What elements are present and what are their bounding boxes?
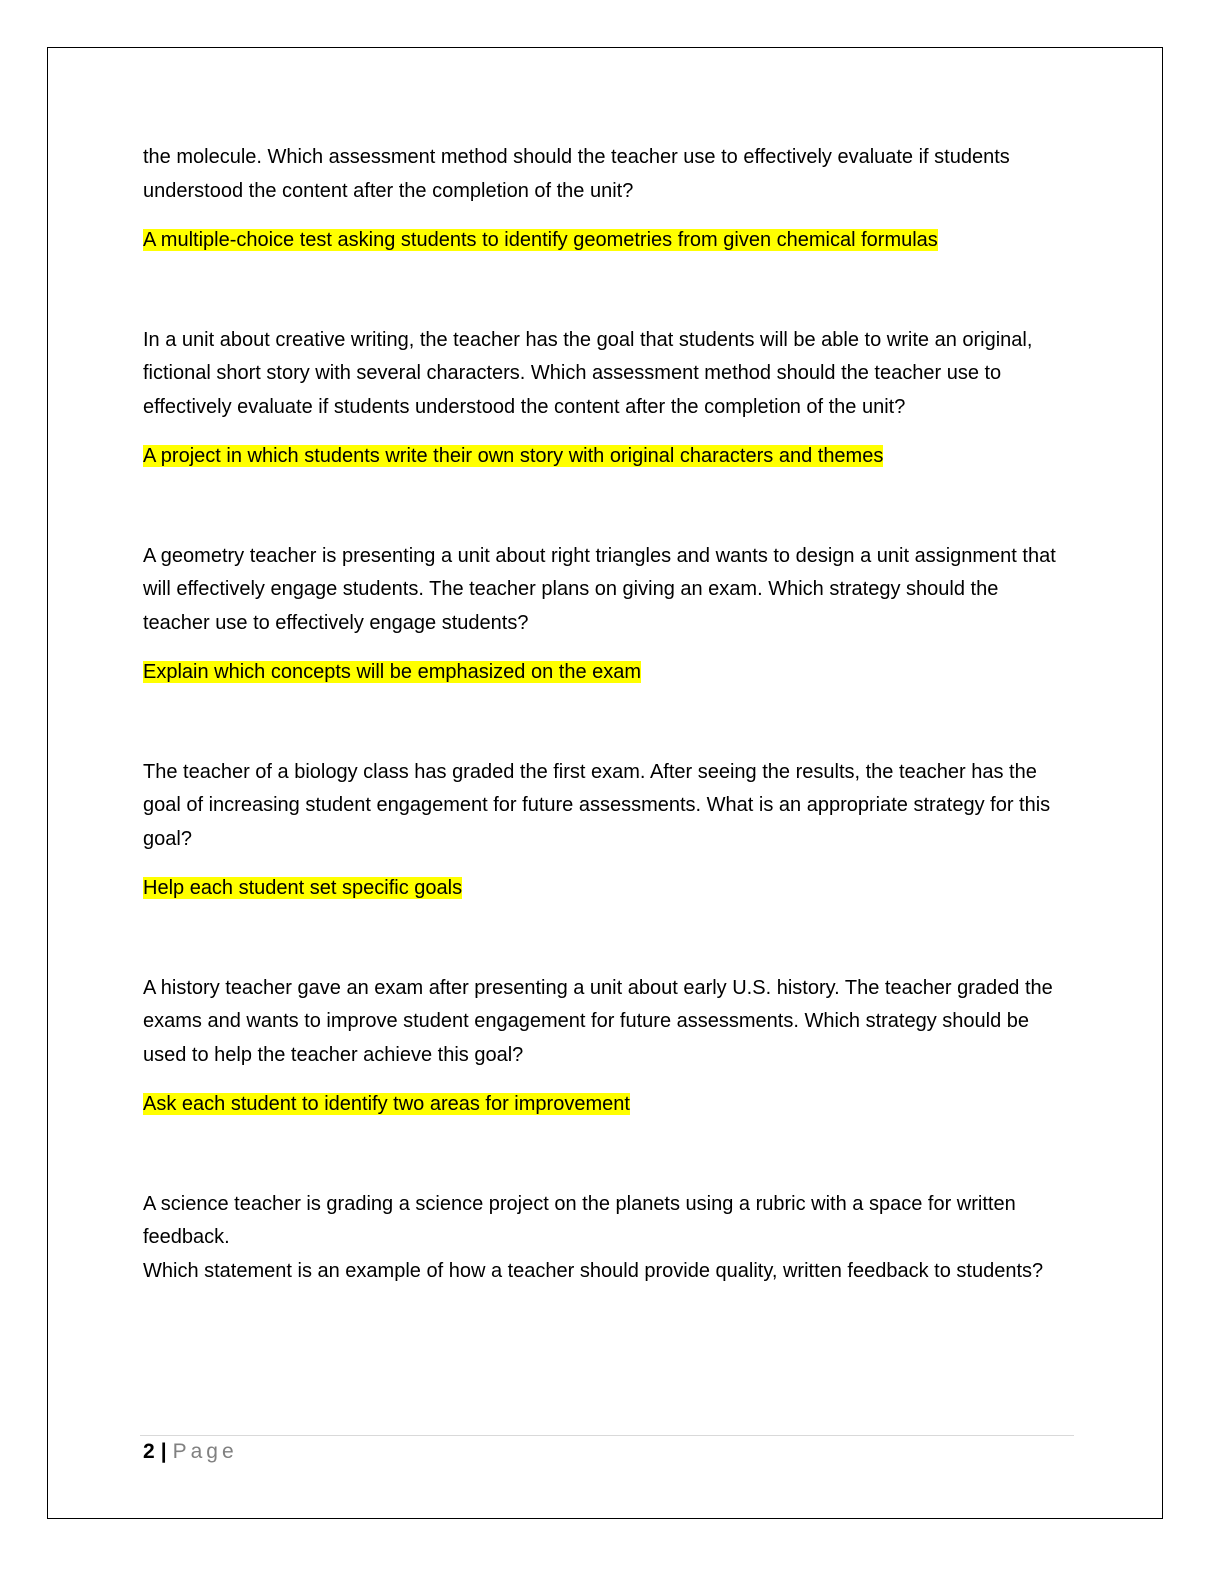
answer-text: [143, 656, 1063, 690]
footer-divider: [140, 1435, 1074, 1436]
qa-block: [143, 540, 1063, 690]
answer-text: [143, 872, 1063, 906]
page-label: Page: [172, 1440, 238, 1463]
question-text: In a unit about creative writing, the teacher has the goal that students will be able to write an original, fictional short story with several characters. Which assessment method should the teacher use to effectively evaluate if students understood the content after the completion of the unit?: [143, 328, 1033, 418]
question-text: the molecule. Which assessment method should the teacher use to effectively evaluate if students understood the content after the completion of the unit?: [143, 146, 1010, 202]
qa-block-last: [143, 1188, 1063, 1289]
qa-block: [143, 324, 1063, 474]
qa-block: [143, 972, 1063, 1122]
question-text: A history teacher gave an exam after presenting a unit about early U.S. history. The teacher graded the exams and wants to improve student engagement for future assessments. Which strategy should be used to help the teacher achieve this goal?: [143, 976, 1053, 1066]
footer-separator: |: [160, 1440, 167, 1463]
document-body: [143, 141, 1063, 1354]
page-footer: [143, 1440, 238, 1464]
answer-highlight: Help each student set specific goals: [143, 877, 463, 899]
qa-block: [143, 756, 1063, 906]
answer-highlight: Explain which concepts will be emphasized on the exam: [143, 661, 642, 683]
answer-highlight: Ask each student to identify two areas for improvement: [143, 1093, 630, 1115]
answer-highlight: A multiple-choice test asking students to identify geometries from given chemical formulas: [143, 229, 938, 251]
question-text-line2: Which statement is an example of how a teacher should provide quality, written feedback to students?: [143, 1259, 1044, 1282]
question-text: A geometry teacher is presenting a unit about right triangles and wants to design a unit assignment that will effectively engage students. The teacher plans on giving an exam. Which strategy should the teacher use to effectively engage students?: [143, 544, 1056, 634]
qa-block: [143, 141, 1063, 258]
answer-text: [143, 224, 1063, 258]
question-text-line1: A science teacher is grading a science project on the planets using a rubric with a space for written feedback.: [143, 1192, 1016, 1248]
question-text: The teacher of a biology class has graded the first exam. After seeing the results, the teacher has the goal of increasing student engagement for future assessments. What is an appropriate strategy for this goal?: [143, 760, 1051, 850]
answer-highlight: A project in which students write their own story with original characters and themes: [143, 445, 884, 467]
page-number: 2: [143, 1440, 155, 1463]
answer-text: [143, 1088, 1063, 1122]
answer-text: [143, 440, 1063, 474]
